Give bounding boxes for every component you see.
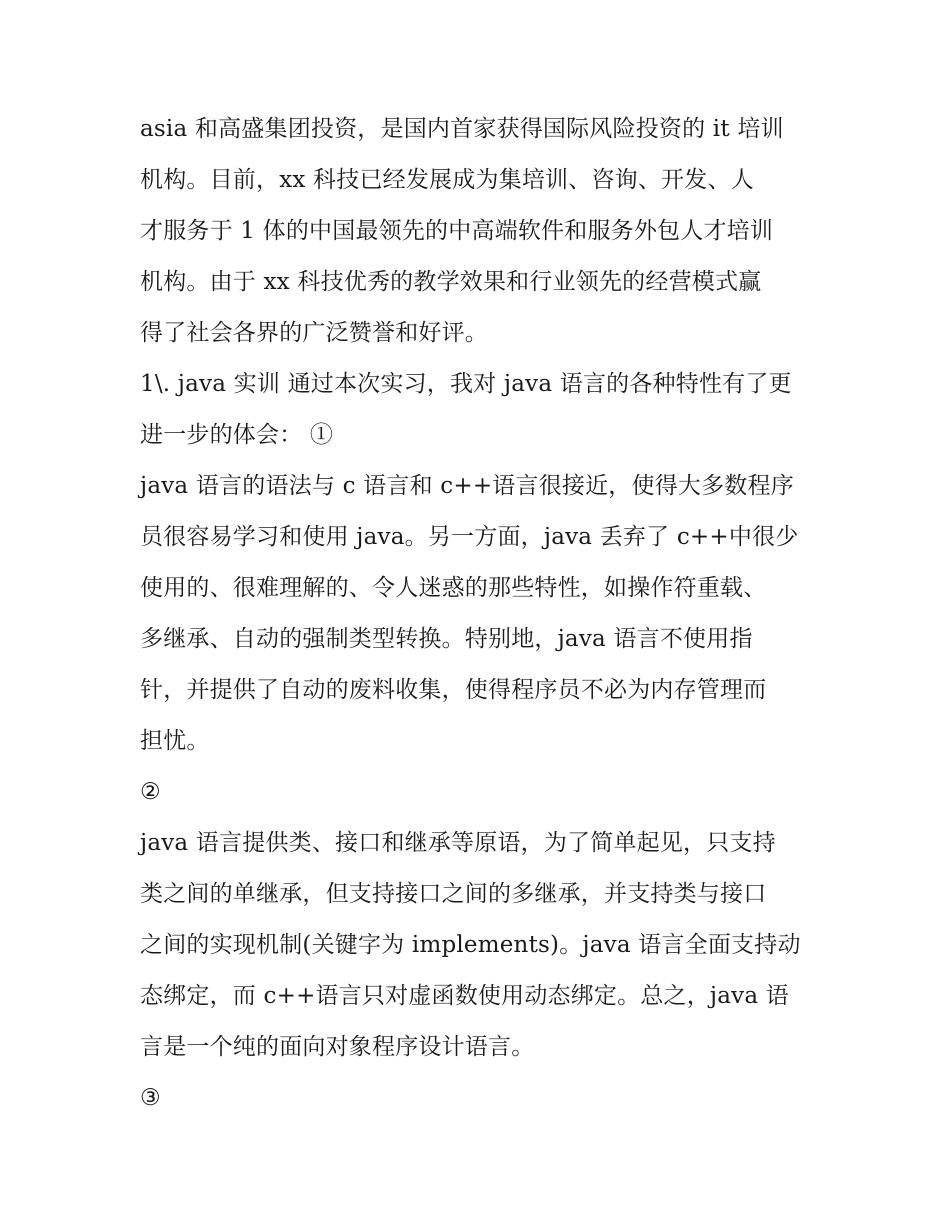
text-line: asia 和高盛集团投资，是国内首家获得国际风险投资的 it 培训: [140, 116, 784, 142]
text-line: 担忧。: [140, 728, 210, 754]
text-line: java 语言提供类、接口和继承等原语，为了简单起见，只支持: [140, 830, 776, 856]
text-line: 才服务于 1 体的中国最领先的中高端软件和服务外包人才培训: [140, 218, 774, 244]
paragraph-company-intro: [140, 104, 820, 359]
text-line: 得了社会各界的广泛赞誉和好评。: [140, 320, 488, 346]
text-line: java 语言的语法与 c 语言和 c++语言很接近，使得大多数程序: [140, 473, 794, 499]
paragraph-marker-3: [140, 1073, 820, 1124]
text-line: 态绑定，而 c++语言只对虚函数使用动态绑定。总之，java 语: [140, 983, 789, 1009]
text-line: 机构。目前，xx 科技已经发展成为集培训、咨询、开发、人: [140, 167, 754, 193]
paragraph-marker-2: [140, 767, 820, 818]
paragraph-java-oop: [140, 818, 820, 1073]
text-line: 员很容易学习和使用 java。另一方面，java 丢弃了 c++中很少: [140, 524, 799, 550]
text-line: 类之间的单继承，但支持接口之间的多继承，并支持类与接口: [140, 881, 767, 907]
text-line: 使用的、很难理解的、令人迷惑的那些特性，如操作符重载、: [140, 575, 767, 601]
document-body: [140, 104, 820, 1124]
text-line: 机构。由于 xx 科技优秀的教学效果和行业领先的经营模式赢: [140, 269, 762, 295]
paragraph-java-training-heading: [140, 359, 820, 461]
text-line: 1\. java 实训 通过本次实习，我对 java 语言的各种特性有了更: [140, 371, 792, 397]
list-marker: ③: [140, 1085, 161, 1111]
text-line: 之间的实现机制(关键字为 implements)。java 语言全面支持动: [140, 932, 801, 958]
text-line: 进一步的体会： ①: [140, 422, 334, 448]
paragraph-java-syntax: [140, 461, 820, 767]
text-line: 针，并提供了自动的废料收集，使得程序员不必为内存管理而: [140, 677, 767, 703]
text-line: 多继承、自动的强制类型转换。特别地，java 语言不使用指: [140, 626, 753, 652]
text-line: 言是一个纯的面向对象程序设计语言。: [140, 1034, 535, 1060]
list-marker: ②: [140, 779, 161, 805]
